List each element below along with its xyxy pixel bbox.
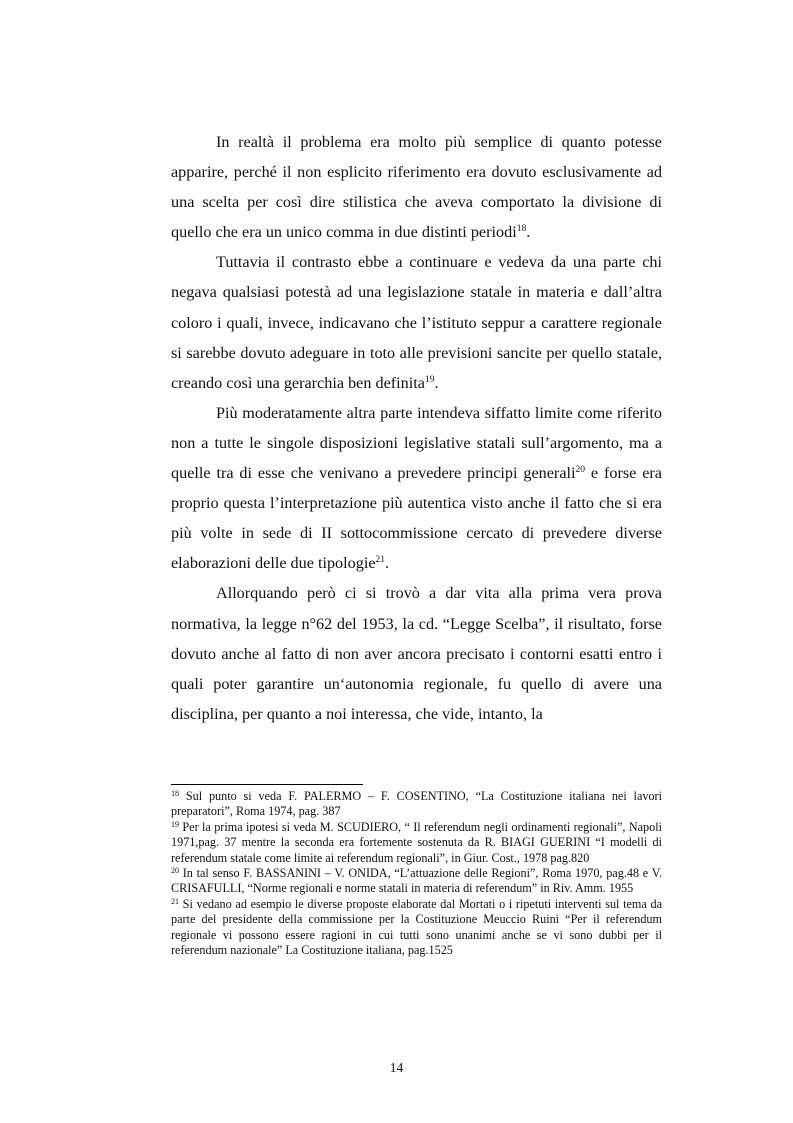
paragraph-3 xyxy=(171,398,662,579)
paragraph-4-text: Allorquando però ci si trovò a dar vita alla prima vera prova normativa, la legge n°62 del 1953, la cd. “Legge Scelba”, il risultato, forse dovuto anche al fatto di non aver ancora precisato i contorni esatti entro i quali poter garantire un‘autonomia regionale, fu quello di avere una disciplina, per quanto a noi interessa, che vide, intanto, la xyxy=(171,584,662,723)
footnotes xyxy=(171,789,662,958)
footnote-19 xyxy=(171,820,662,866)
footnote-ref-21[interactable]: 21 xyxy=(375,555,386,566)
paragraph-3-text: Più moderatamente altra parte intendeva siffatto limite come riferito non a tutte le singole disposizioni legislative statali sull’argomento, ma a quelle tra di esse che venivano a prevedere principi generali xyxy=(171,403,662,483)
footnote-separator xyxy=(171,784,363,785)
paragraph-1-text: In realtà il problema era molto più semplice di quanto potesse apparire, perché il non esplicito riferimento era dovuto esclusivamente ad una scelta per così dire stilistica che aveva comportato la divisione di quello che era un unico comma in due distinti periodi xyxy=(171,133,662,242)
body-text xyxy=(171,127,662,729)
footnote-text: Sul punto si veda F. PALERMO – F. COSENTINO, “La Costituzione italiana nei lavori preparatori”, Roma 1974, pag. 387 xyxy=(171,789,662,819)
footnote-ref-20[interactable]: 20 xyxy=(575,465,585,476)
page-number: 14 xyxy=(389,1060,404,1075)
footnote-text: Per la prima ipotesi si veda M. SCUDIERO, “ Il referendum negli ordinamenti regionali”, Napoli 1971,pag. 37 mentre la seconda era fortemente sostenuta da R. BIAGI GUERINI “I modelli di referendum statale come limite ai referendum regionali”, in Giur. Cost., 1978 pag.820 xyxy=(171,819,662,865)
footnote-number: 19 xyxy=(171,819,179,829)
footnote-ref-18[interactable]: 18 xyxy=(516,224,527,235)
footnote-number: 21 xyxy=(171,896,179,906)
footnote-text: In tal senso F. BASSANINI – V. ONIDA, “L’attuazione delle Regioni”, Roma 1970, pag.48 e V. CRISAFULLI, “Norme regionali e norme statali in materia di referendum” in Riv. Amm. 1955 xyxy=(171,866,662,896)
footnote-ref-19[interactable]: 19 xyxy=(424,374,435,385)
footnote-18 xyxy=(171,789,662,820)
footnote-number: 20 xyxy=(171,866,179,876)
footnote-number: 18 xyxy=(171,789,179,798)
paragraph-1 xyxy=(171,127,662,247)
paragraph-2-text: Tuttavia il contrasto ebbe a continuare e vedeva da una parte chi negava qualsiasi potestà ad una legislazione statale in materia e dall’altra coloro i quali, invece, indicavano che l’istituto seppur a carattere regionale si sarebbe dovuto adeguare in toto alle previsioni sancite per quello statale, creando così una gerarchia ben definita xyxy=(171,253,662,392)
footnote-text: Si vedano ad esempio le diverse proposte elaborate dal Mortati o i ripetuti interventi sul tema da parte del presidente della commissione per la Costituzione Meuccio Ruini “Per il referendum regionale vi possono essere ragioni in cui tutti sono unanimi anche se vi sono dubbi per il referendum nazionale” La Costituzione italiana, pag.1525 xyxy=(171,896,662,958)
paragraph-2-tail: . xyxy=(434,373,439,392)
paragraph-2 xyxy=(171,247,662,397)
paragraph-3-tail: e forse era proprio questa l’interpretazione più autentica visto anche il fatto che si era più volte in sede di II sottocommissione cercato di prevedere diverse elaborazioni delle due tipologie xyxy=(171,464,662,573)
footnote-20 xyxy=(171,866,662,897)
paragraph-1-tail: . xyxy=(526,223,531,242)
paragraph-3-tail2: . xyxy=(385,554,390,573)
paragraph-4 xyxy=(171,578,662,728)
footnote-21 xyxy=(171,897,662,959)
